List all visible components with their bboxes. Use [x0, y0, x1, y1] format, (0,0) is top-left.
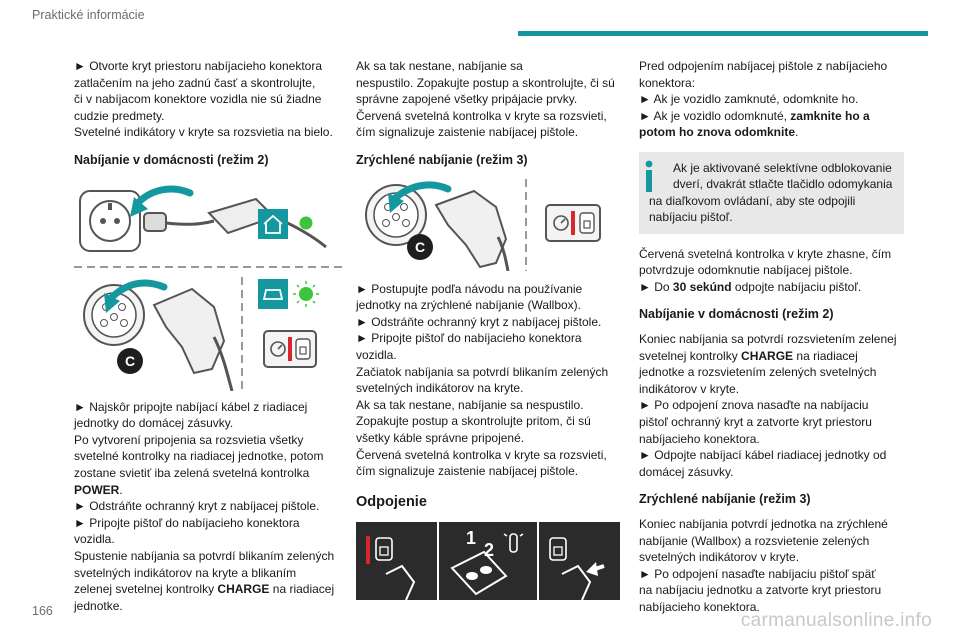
- column-1: [74, 58, 342, 625]
- green-led-icon: [300, 216, 313, 229]
- text-line: Ak sa tak nestane, nabíjanie sa nespustilo.: [356, 397, 584, 412]
- text-line: dverí, dvakrát stlačte tlačidlo odomykania: [673, 177, 893, 192]
- fast-charging-figure: [356, 177, 624, 271]
- watermark: carmanualsonline.info: [740, 610, 932, 631]
- paragraph-home-steps: [74, 399, 342, 615]
- step-number: 1: [466, 528, 477, 549]
- text-line: Pred odpojením nabíjacej pištole z nabíjacieho: [639, 59, 888, 73]
- text-line: ► Otvorte kryt priestoru nabíjacieho konektora: [74, 59, 322, 73]
- green-led-blinking-icon: [299, 287, 313, 301]
- text-line: ► Pripojte pištoľ do nabíjacieho konektora: [356, 331, 582, 346]
- paragraph-fast-steps: [356, 281, 624, 480]
- text-line: svetelných indikátorov na kryte a blikaním: [74, 565, 297, 580]
- column-3: [639, 58, 904, 626]
- text-line: ► Po odpojení nasaďte nabíjaciu pištoľ späť: [639, 566, 876, 581]
- info-icon: [643, 160, 655, 192]
- text-line: Červená svetelná kontrolka v kryte sa rozsvieti,: [356, 108, 607, 123]
- mode-badge-letter: C: [124, 352, 136, 369]
- text-line: zostane svietiť iba zelená svetelná kontrolka: [74, 465, 310, 480]
- disconnect-figure: [356, 522, 624, 600]
- section-heading-home-charging: Nabíjanie v domácnosti (režim 2): [74, 152, 269, 167]
- plug-icon: [144, 199, 326, 247]
- disconnect-illustration: [356, 522, 620, 600]
- text-line: ► Odstráňte ochranný kryt z nabíjacej pištole.: [74, 499, 320, 514]
- home-charging-figure: [74, 177, 342, 391]
- info-note: [639, 152, 904, 234]
- text-line: ► Odpojte nabíjací kábel riadiacej jednotky od: [639, 448, 887, 463]
- text-line: svetelných indikátorov v kryte.: [639, 550, 800, 565]
- text-line: [639, 348, 904, 365]
- text-line: cudzie predmety.: [74, 108, 165, 123]
- fast-charging-illustration: [356, 177, 624, 271]
- bold-run: 30 sekúnd: [672, 279, 732, 294]
- text-line: svetelné kontrolky na riadiacej jednotke, potom: [74, 449, 324, 464]
- bold-run: potom ho znova odomknite: [639, 125, 795, 140]
- paragraph-unlock-confirm: [639, 246, 904, 296]
- bold-run: zamknite ho a: [790, 108, 870, 123]
- text-run: .: [795, 125, 799, 140]
- text-line: zatlačením na jeho zadnú časť a skontrolujte,: [74, 75, 316, 90]
- text-line: [74, 581, 342, 598]
- text-line: vozidla.: [74, 532, 115, 547]
- text-line: na diaľkovom ovládaní, aby ste odpojili: [649, 193, 856, 208]
- text-line: či v nabíjacom konektore vozidla nie sú žiadne: [74, 92, 322, 107]
- text-line: správne zapojené všetky pripájacie prvky.: [356, 92, 578, 107]
- text-run: zelenej svetelnej kontrolky: [74, 582, 218, 597]
- step-number: 2: [484, 540, 495, 561]
- text-line: indikátorov v kryte.: [639, 381, 740, 396]
- text-line: [639, 279, 904, 296]
- text-line: Po vytvorení pripojenia sa rozsvietia všetky: [74, 432, 304, 447]
- charge-label: CHARGE: [741, 348, 794, 363]
- column-2: [356, 58, 624, 600]
- text-line: Zopakujte postup a skontrolujte pritom, či sú: [356, 414, 591, 429]
- text-run: na riadiacej: [269, 582, 335, 597]
- section-heading-disconnect: Odpojenie: [356, 493, 427, 510]
- text-line: jednotky na zrýchlené nabíjanie (Wallbox).: [356, 298, 582, 313]
- text-line: [639, 108, 904, 125]
- text-run: na riadiacej: [793, 348, 858, 363]
- text-line: ► Po odpojení znova nasaďte na nabíjaciu: [639, 398, 869, 413]
- text-line: Koniec nabíjania sa potvrdí rozsvietením zelenej: [639, 331, 897, 346]
- text-line: vozidla.: [356, 347, 397, 362]
- car-icon: [258, 279, 288, 309]
- paragraph-fast-end: [639, 516, 904, 616]
- text-line: konektora:: [639, 75, 696, 90]
- text-line: Ak je aktivované selektívne odblokovanie: [673, 160, 892, 175]
- text-line: POWER.: [74, 482, 123, 497]
- text-line: čím signalizuje zaistenie nabíjacej pištole.: [356, 125, 579, 140]
- wall-socket-icon: [80, 191, 140, 251]
- text-line: ► Najskôr pripojte nabíjací kábel z riadiacej: [74, 399, 308, 414]
- text-line: jednotke.: [74, 598, 123, 613]
- text-run: ► Ak je vozidlo odomknuté,: [639, 108, 791, 123]
- page-number: 166: [32, 604, 53, 618]
- text-line: nabíjanie (Wallbox) a rozsvietenie zelených: [639, 533, 870, 548]
- text-line: nabíjaciu pištoľ.: [649, 210, 733, 225]
- text-run: svetelnej kontrolky: [639, 348, 742, 363]
- text-line: ► Pripojte pištoľ do nabíjacieho konektora: [74, 515, 300, 530]
- text-line: Začiatok nabíjania sa potvrdí blikaním zelených: [356, 364, 609, 379]
- text-line: potvrdzuje odomknutie nabíjacej pištole.: [639, 263, 853, 278]
- text-line: Ak sa tak nestane, nabíjanie sa: [356, 59, 523, 73]
- power-label: POWER: [74, 482, 120, 497]
- arrow-icon: [136, 189, 190, 205]
- text-run: odpojte nabíjaciu pištoľ.: [731, 279, 862, 294]
- text-line: pištoľ ochranný kryt a zatvorte kryt priestoru: [639, 414, 872, 429]
- text-line: na nabíjaciu jednotku a zatvorte kryt priestoru: [639, 583, 882, 598]
- text-line: nabíjacieho konektora.: [639, 431, 760, 446]
- text-line: svetelných indikátorov na kryte.: [356, 381, 524, 396]
- home-charging-illustration: [74, 177, 342, 391]
- text-line: Červená svetelná kontrolka v kryte zhasne, čím: [639, 246, 892, 261]
- text-line: Červená svetelná kontrolka v kryte sa rozsvieti,: [356, 447, 607, 462]
- charge-label: CHARGE: [217, 582, 270, 597]
- text-run: ► Do: [639, 279, 673, 294]
- charging-gun-icon: [154, 289, 232, 391]
- header-accent-bar: [518, 31, 928, 36]
- text-line: Koniec nabíjania potvrdí jednotka na zrýchlené: [639, 516, 888, 531]
- section-heading-fast-charging-end: Zrýchlené nabíjanie (režim 3): [639, 492, 811, 507]
- text-line: ► Postupujte podľa návodu na používanie: [356, 281, 583, 296]
- paragraph-before-disconnect: [639, 58, 904, 141]
- charging-gun-icon: [436, 191, 508, 271]
- text-line: Spustenie nabíjania sa potvrdí blikaním zelených: [74, 548, 335, 563]
- section-heading-home-charging-end: Nabíjanie v domácnosti (režim 2): [639, 307, 834, 322]
- text-line: čím signalizuje zaistenie nabíjacej pištole.: [356, 464, 579, 479]
- section-heading-fast-charging: Zrýchlené nabíjanie (režim 3): [356, 152, 528, 167]
- paragraph-open-cover: [74, 58, 342, 141]
- text-line: ► Ak je vozidlo zamknuté, odomknite ho.: [639, 92, 859, 107]
- text-line: jednotky do domácej zásuvky.: [74, 416, 234, 431]
- mode-badge-letter: C: [414, 238, 426, 255]
- text-line: ► Odstráňte ochranný kryt z nabíjacej pištole.: [356, 314, 602, 329]
- lock-panel-icon: [264, 331, 316, 367]
- text-line: nespustilo. Zopakujte postup a skontrolujte, či sú: [356, 75, 615, 90]
- text-line: jednotke a rozsvietením zelených svetelných: [639, 365, 877, 380]
- text-line: všetky káble správne pripojené.: [356, 430, 525, 445]
- paragraph-home-end: [639, 331, 904, 480]
- paragraph-retry: [356, 58, 624, 141]
- info-text: [649, 160, 894, 176]
- text-line: Svetelné indikátory v kryte sa rozsvietia na bielo.: [74, 125, 333, 140]
- text-line: domácej zásuvky.: [639, 464, 734, 479]
- running-header: Praktické informácie: [32, 8, 145, 22]
- text-line: [639, 124, 904, 141]
- lock-panel-icon: [546, 205, 600, 241]
- text-line: nabíjacieho konektora.: [639, 599, 760, 614]
